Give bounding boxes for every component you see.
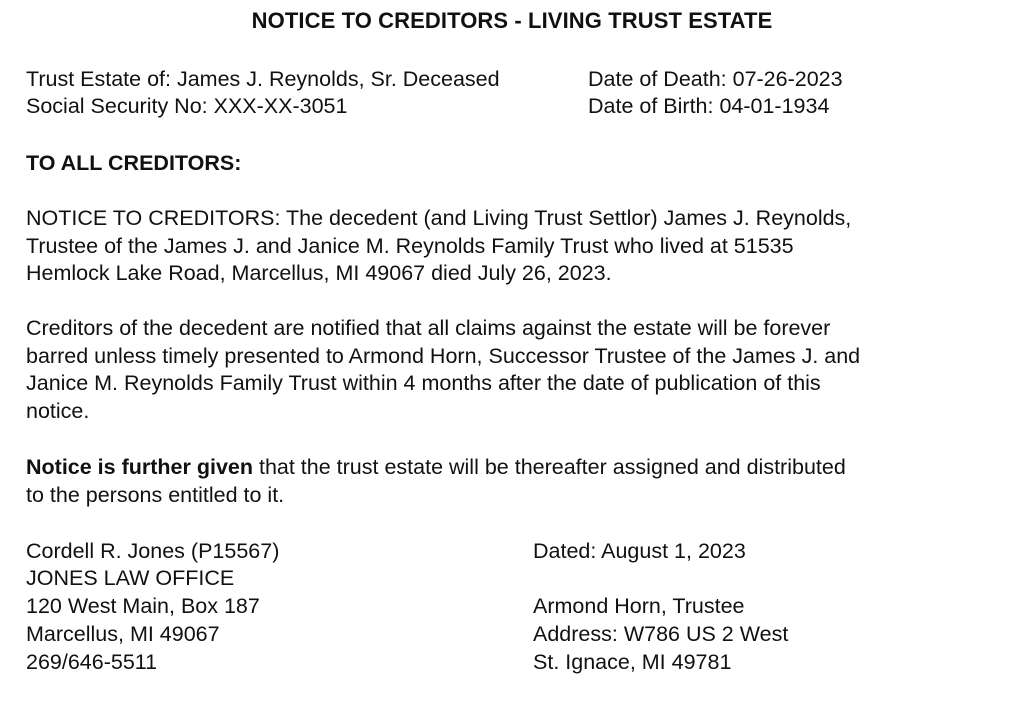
attorney-name: Cordell R. Jones (P15567) <box>26 539 280 563</box>
trustee-name: Armond Horn, Trustee <box>533 594 745 618</box>
paragraph-line: Trustee of the James J. and Janice M. Reynolds Family Trust who lived at 51535 <box>26 233 794 258</box>
attorney-street: 120 West Main, Box 187 <box>26 594 260 618</box>
paragraph-line: Janice M. Reynolds Family Trust within 4 months after the date of publication of this <box>26 371 821 395</box>
attorney-city: Marcellus, MI 49067 <box>26 622 220 646</box>
paragraph-line: to the persons entitled to it. <box>26 482 285 507</box>
trustee-address: Address: W786 US 2 West <box>533 622 789 646</box>
dated-line: Dated: August 1, 2023 <box>533 539 746 563</box>
ssn-line: Social Security No: XXX-XX-3051 <box>26 94 348 118</box>
paragraph-line: Creditors of the decedent are notified that all claims against the estate will be forever <box>26 316 831 340</box>
attorney-phone: 269/646-5511 <box>26 650 158 674</box>
date-of-death: Date of Death: 07-26-2023 <box>588 67 843 91</box>
paragraph-line: barred unless timely presented to Armond Horn, Successor Trustee of the James J. and <box>26 343 861 368</box>
decedent-paragraph <box>26 205 1001 288</box>
claims-paragraph <box>26 315 1001 425</box>
paragraph-line: NOTICE TO CREDITORS: The decedent (and Living Trust Settlor) James J. Reynolds, <box>26 206 852 230</box>
paragraph-line: notice. <box>26 398 90 423</box>
law-office-name: JONES LAW OFFICE <box>26 566 235 590</box>
trust-estate-line: Trust Estate of: James J. Reynolds, Sr. Deceased <box>26 67 500 91</box>
date-of-birth: Date of Birth: 04-01-1934 <box>588 94 830 118</box>
paragraph-line <box>26 454 1001 482</box>
paragraph-text: that the trust estate will be thereafter assigned and distributed <box>253 455 846 479</box>
bold-lead-text: Notice is further given <box>26 455 253 479</box>
salutation-heading: TO ALL CREDITORS: <box>26 151 242 175</box>
notice-title: NOTICE TO CREDITORS - LIVING TRUST ESTATE <box>251 8 773 33</box>
trustee-city: St. Ignace, MI 49781 <box>533 650 732 674</box>
distribution-paragraph <box>26 454 1001 509</box>
paragraph-line: Hemlock Lake Road, Marcellus, MI 49067 died July 26, 2023. <box>26 261 612 285</box>
